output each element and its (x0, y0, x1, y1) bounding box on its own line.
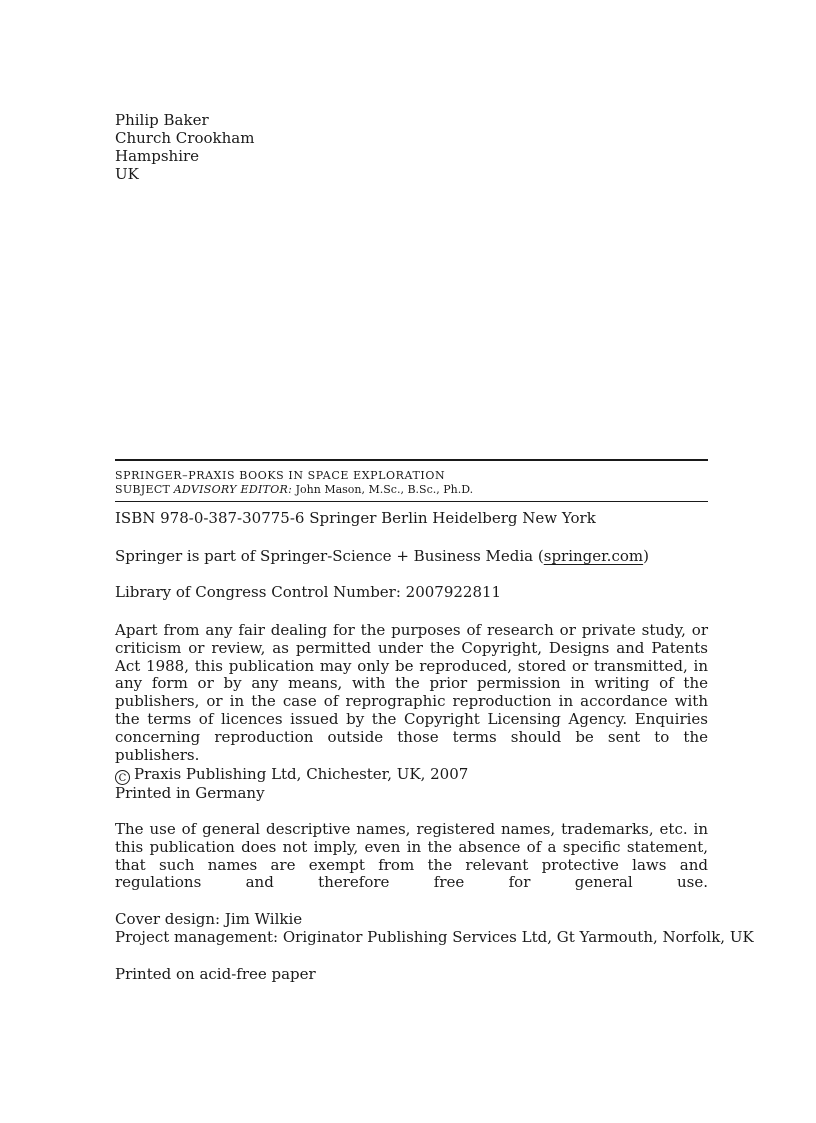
editor-name: John Mason, M.Sc., B.Sc., Ph.D. (295, 483, 474, 496)
series-bottom-rule (115, 501, 708, 502)
series-block (115, 459, 708, 502)
series-title: SPRINGER–PRAXIS BOOKS IN SPACE EXPLORATION (115, 469, 446, 482)
copyright-icon: C (115, 770, 130, 785)
copyright-text: Praxis Publishing Ltd, Chichester, UK, 2007 (134, 765, 469, 783)
subject-label: SUBJECT (115, 483, 171, 496)
advisory-label: ADVISORY EDITOR: (173, 483, 293, 496)
springer-link[interactable]: springer.com (543, 547, 644, 565)
loc-control-number: Library of Congress Control Number: 2007922811 (115, 583, 502, 601)
springer-line (115, 548, 708, 566)
series-editor-line (115, 483, 708, 497)
trademark-paragraph: The use of general descriptive names, registered names, trademarks, etc. in this publication does not imply, even in the absence of a specific statement, that such names are exempt from the relevant protective laws and regulations and therefore free for general use. (115, 820, 708, 892)
author-country: UK (115, 165, 139, 183)
series-info (115, 461, 708, 501)
author-address (115, 111, 254, 183)
author-name: Philip Baker (115, 111, 209, 129)
author-town: Church Crookham (115, 129, 255, 147)
acid-free-paper-line: Printed on acid-free paper (115, 965, 316, 983)
springer-text: Springer is part of Springer-Science + Business Media ( (115, 547, 544, 565)
author-county: Hampshire (115, 147, 200, 165)
credits-block (115, 910, 754, 947)
isbn-line: ISBN 978-0-387-30775-6 Springer Berlin Heidelberg New York (115, 509, 596, 527)
copyright-line (115, 766, 708, 785)
copyright-block (115, 766, 708, 803)
printed-country: Printed in Germany (115, 784, 265, 802)
rights-paragraph: Apart from any fair dealing for the purposes of research or private study, or criticism or review, as permitted under the Copyright, Designs and Patents Act 1988, this publication may only be reproduced, stored or transmitted, in any form or by any means, with the prior permission in writing of the publishers, or in the case of reprographic reproduction in accordance with the terms of licences issued by the Copyright Licensing Agency. Enquiries concerning reproduction outside those terms should be sent to the publishers. (115, 621, 708, 764)
project-management-credit: Project management: Originator Publishing Services Ltd, Gt Yarmouth, Norfolk, UK (115, 927, 754, 946)
cover-design-credit: Cover design: Jim Wilkie (115, 910, 303, 928)
springer-close: ) (643, 547, 649, 565)
